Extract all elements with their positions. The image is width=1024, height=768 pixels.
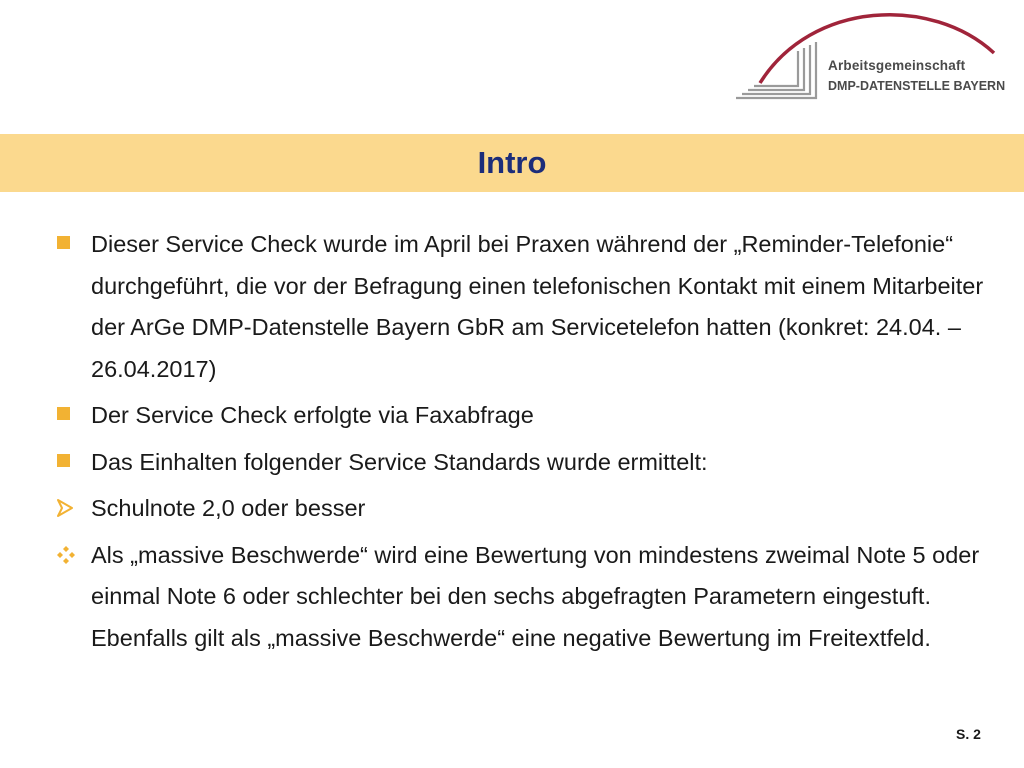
bullet-text: Das Einhalten folgender Service Standards wurde ermittelt: xyxy=(91,448,708,475)
logo-name-line1: Arbeitsgemeinschaft xyxy=(828,58,966,73)
bullet-item-fax-survey xyxy=(52,395,1012,437)
square-bullet-icon xyxy=(56,224,78,266)
square-bullet-icon xyxy=(56,442,78,484)
diamond-cluster-bullet-icon xyxy=(56,535,78,577)
bullet-item-grade xyxy=(52,488,1012,530)
logo-name-line2: DMP-DATENSTELLE BAYERN xyxy=(828,79,1006,93)
bullet-item-survey-context xyxy=(52,224,1012,390)
bullet-text: Der Service Check erfolgte via Faxabfrage xyxy=(91,402,534,428)
arge-logo xyxy=(732,8,1012,108)
slide-title: Intro xyxy=(477,145,547,180)
bullet-list xyxy=(52,224,1012,664)
bullet-text: Dieser Service Check wurde im April bei Praxen während der „Reminder-Telefonie“ durchgeführt, die vor der Befragung einen telefonischen Kontakt mit einem Mitarbeiter der ArGe DMP-Datenstelle Bayern GbR am Servicetelefon hatten (konkret: 24.04. – 26.04.2017) xyxy=(91,231,984,382)
bullet-text: Als „massive Beschwerde“ wird eine Bewertung von mindestens zweimal Note 5 oder einmal Note 6 oder schlechter bei den sechs abgefragten Parametern eingestuft. Ebenfalls gilt als „massive Beschwerde“ eine negative Bewertung im Freitextfeld. xyxy=(91,541,980,651)
page-number: S. 2 xyxy=(956,726,981,742)
bullet-item-standards xyxy=(52,442,1012,484)
bullet-text: Schulnote 2,0 oder besser xyxy=(91,495,366,521)
bullet-item-complaint xyxy=(52,535,1012,660)
arrow-bullet-icon xyxy=(56,488,78,530)
square-bullet-icon xyxy=(56,395,78,437)
